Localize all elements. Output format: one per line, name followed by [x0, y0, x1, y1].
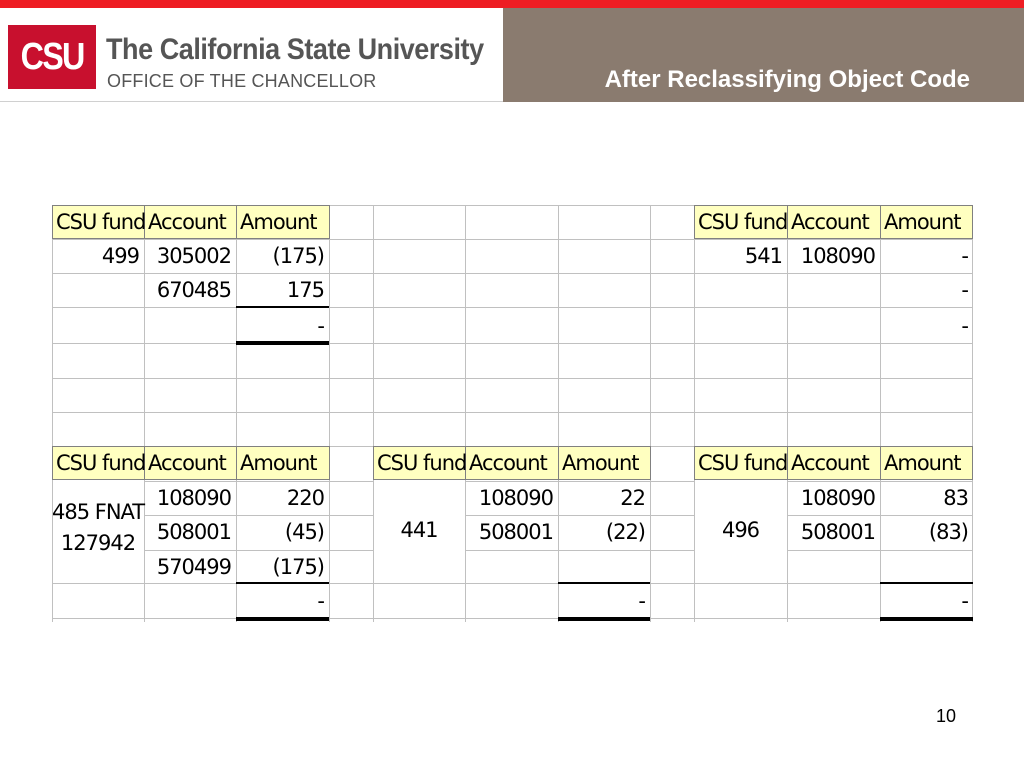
cell-amount: - [961, 244, 968, 268]
column-header-amount: Amount [562, 451, 639, 475]
total-double-line [236, 341, 329, 345]
cell-amount: (45) [284, 520, 324, 544]
column-header-amount: Amount [240, 210, 317, 234]
cell-amount: (175) [272, 555, 324, 579]
cell-amount: 175 [286, 278, 324, 302]
cell-fund: 441 [400, 518, 438, 542]
column-header-account: Account [469, 451, 547, 475]
top-accent-bar [0, 0, 1024, 8]
column-header-fund: CSU fund [698, 451, 788, 475]
org-subtitle: OFFICE OF THE CHANCELLOR [107, 71, 377, 91]
cell-account: 508001 [800, 520, 875, 544]
column-header-fund: CSU fund [56, 451, 146, 475]
cell-fund: 496 [721, 518, 760, 542]
logo-text: CSU [20, 35, 84, 78]
cell-fund-line2: 127942 [60, 531, 136, 555]
cell-account: 670485 [156, 278, 231, 302]
cell-amount: 83 [943, 486, 968, 510]
cell-total: - [961, 589, 968, 613]
cell-total: - [961, 314, 968, 338]
cell-fund: 541 [744, 244, 782, 268]
cell-amount: (22) [605, 520, 645, 544]
title-bar [503, 8, 1024, 102]
total-double-line [880, 617, 973, 621]
column-header-fund: CSU fund [377, 451, 467, 475]
gridline [52, 412, 973, 413]
cell-amount: (175) [272, 244, 324, 268]
cell-total: - [317, 314, 324, 338]
total-double-line [558, 617, 650, 621]
cell-account: 305002 [156, 244, 231, 268]
spreadsheet [52, 205, 973, 622]
column-header-account: Account [791, 451, 869, 475]
cell-account: 108090 [478, 486, 553, 510]
cell-account: 108090 [800, 244, 875, 268]
gridline [465, 205, 466, 622]
cell-total: - [638, 589, 645, 613]
cell-amount: 22 [620, 486, 645, 510]
cell-amount: 220 [286, 486, 324, 510]
page-number: 10 [936, 706, 957, 726]
column-header-amount: Amount [884, 210, 961, 234]
cell-amount: - [961, 278, 968, 302]
gridline [329, 205, 330, 622]
subtotal-line [236, 306, 329, 308]
column-header-fund: CSU fund [56, 210, 146, 234]
cell-total: - [317, 589, 324, 613]
cell-fund: 499 [101, 244, 139, 268]
gridline [650, 205, 651, 622]
column-header-amount: Amount [240, 451, 317, 475]
column-header-account: Account [148, 451, 226, 475]
cell-account: 508001 [478, 520, 553, 544]
cell-account: 108090 [800, 486, 875, 510]
column-header-amount: Amount [884, 451, 961, 475]
gridline [52, 343, 973, 344]
total-double-line [236, 617, 329, 621]
column-header-fund: CSU fund [698, 210, 788, 234]
cell-amount: (83) [928, 520, 968, 544]
org-name: The California State University [106, 33, 484, 66]
cell-account: 508001 [156, 520, 231, 544]
gridline [52, 378, 973, 379]
gridline [558, 205, 559, 622]
slide-title: After Reclassifying Object Code [604, 66, 970, 93]
cell-account: 570499 [156, 555, 231, 579]
csu-logo [8, 25, 96, 89]
column-header-account: Account [791, 210, 869, 234]
column-header-account: Account [148, 210, 226, 234]
gridline [52, 618, 973, 619]
header-branding [0, 8, 503, 102]
cell-account: 108090 [156, 486, 231, 510]
cell-fund-line1: 485 FNAT [52, 500, 145, 524]
